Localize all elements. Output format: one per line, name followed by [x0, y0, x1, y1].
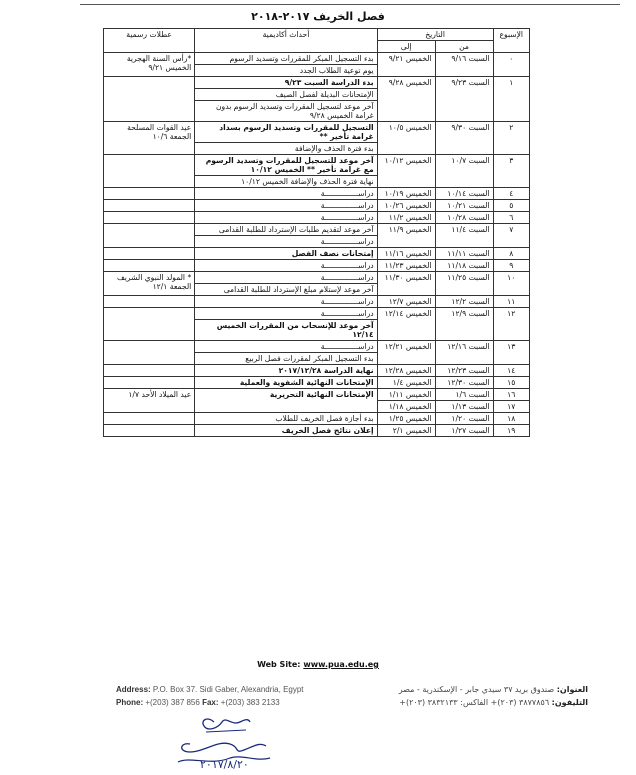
from-cell: السبت ١٠/١٤ — [435, 188, 493, 200]
to-cell: الخميس ١٢/١٤ — [377, 308, 435, 341]
week-cell: ٢ — [493, 122, 529, 155]
event-cell: بدء أجازة فصل الخريف للطلاب — [195, 413, 377, 425]
week-cell: ٥ — [493, 200, 529, 212]
event-cell: إمتحانات نصف الفصل — [195, 248, 377, 260]
table-row — [104, 188, 530, 200]
header-date: التاريخ — [377, 29, 493, 41]
address-english — [116, 683, 304, 709]
from-cell: السبت ١٠/٧ — [435, 155, 493, 188]
table-row — [104, 389, 530, 401]
to-cell: الخميس ٩/٢٨ — [377, 77, 435, 122]
holiday-cell — [104, 224, 195, 248]
table-row — [104, 248, 530, 260]
from-cell: السبت ١١/١١ — [435, 248, 493, 260]
table-row — [104, 308, 530, 320]
to-cell: الخميس ١/٤ — [377, 377, 435, 389]
from-cell: السبت ١/٦ — [435, 389, 493, 401]
event-cell: دراســـــــــــــــة — [195, 236, 377, 248]
phone-label: Phone: — [116, 698, 144, 707]
from-cell: السبت ١/١٣ — [435, 401, 493, 413]
phone-value: +(203) 387 856 — [145, 698, 200, 707]
to-cell: الخميس ١/١٨ — [377, 401, 435, 413]
table-row — [104, 413, 530, 425]
holiday-cell — [104, 377, 195, 389]
week-cell: ١٠ — [493, 272, 529, 296]
from-cell: السبت ١٢/١٦ — [435, 341, 493, 365]
website-line — [0, 660, 636, 669]
table-row — [104, 260, 530, 272]
week-cell: ٩ — [493, 260, 529, 272]
event-cell: نهاية الدراسة ٢٠١٧/١٢/٢٨ — [195, 365, 377, 377]
event-cell: دراســـــــــــــــة — [195, 308, 377, 320]
fax-label: Fax: — [202, 698, 219, 707]
week-cell: ١٥ — [493, 377, 529, 389]
header-holidays: عطلات رسمية — [104, 29, 195, 53]
week-cell: ٣ — [493, 155, 529, 188]
week-cell: ٧ — [493, 224, 529, 248]
event-cell: دراســـــــــــــــة — [195, 212, 377, 224]
website-label: Web Site: — [257, 660, 301, 669]
holiday-cell — [104, 341, 195, 365]
from-cell: السبت ١٢/٢٣ — [435, 365, 493, 377]
header-events: أحداث أكاديمية — [195, 29, 377, 53]
holiday-cell: عيد الميلاد الأحد ١/٧ — [104, 389, 195, 413]
table-row — [104, 155, 530, 176]
top-rule — [80, 4, 620, 5]
week-cell: ١٣ — [493, 341, 529, 365]
to-cell: الخميس ١/١١ — [377, 389, 435, 401]
to-cell: الخميس ٩/٢١ — [377, 53, 435, 77]
event-cell: آخر موعد لتقديم طلبات الإسترداد للطلبة القدامى — [195, 224, 377, 236]
from-cell: السبت ١٢/٢ — [435, 296, 493, 308]
table-row — [104, 200, 530, 212]
holiday-cell — [104, 365, 195, 377]
from-cell: السبت ١٠/٢٨ — [435, 212, 493, 224]
table-row — [104, 272, 530, 284]
to-cell: الخميس ١٠/١٢ — [377, 155, 435, 188]
event-cell: دراســـــــــــــــة — [195, 296, 377, 308]
week-cell: ٦ — [493, 212, 529, 224]
svg-text:٢٠١٧/٨/٢٠: ٢٠١٧/٨/٢٠ — [200, 758, 249, 770]
to-cell: الخميس ١٢/٧ — [377, 296, 435, 308]
week-cell: ١٤ — [493, 365, 529, 377]
header-to: إلى — [377, 41, 435, 53]
event-cell: دراســـــــــــــــة — [195, 341, 377, 353]
event-cell: دراســـــــــــــــة — [195, 260, 377, 272]
event-cell: دراســـــــــــــــة — [195, 188, 377, 200]
holiday-cell — [104, 188, 195, 200]
page-title: فصل الخريف ٢٠١٧-٢٠١٨ — [251, 10, 385, 23]
holiday-cell — [104, 155, 195, 188]
holiday-cell — [104, 413, 195, 425]
holiday-cell: * المولد النبوي الشريف الجمعة ١٢/١ — [104, 272, 195, 296]
from-cell: السبت ٩/٣٠ — [435, 122, 493, 155]
event-cell: الإمتحانات النهائية الشفوية والعملية — [195, 377, 377, 389]
holiday-cell — [104, 77, 195, 122]
fax-value: +(203) 383 2133 — [220, 698, 280, 707]
week-cell: ٤ — [493, 188, 529, 200]
academic-calendar-table — [103, 28, 530, 437]
from-cell: السبت ١٢/٣٠ — [435, 377, 493, 389]
to-cell: الخميس ١١/٣٠ — [377, 272, 435, 296]
event-cell: آخر موعد لتسجيل المقررات وتسديد الرسوم بدون غرامة الخميس ٩/٢٨ — [195, 101, 377, 122]
table-row — [104, 224, 530, 236]
to-cell: الخميس ١٢/٢٨ — [377, 365, 435, 377]
event-cell: دراســـــــــــــــة — [195, 272, 377, 284]
table-row — [104, 377, 530, 389]
event-cell: التسجيل للمقررات وتسديد الرسوم بسداد غرامة تأخير ** — [195, 122, 377, 143]
event-cell: الإمتحانات البديلة لفصل الصيف — [195, 89, 377, 101]
address-ar-label: العنوان: — [556, 685, 588, 694]
table-row — [104, 341, 530, 353]
from-cell: السبت ١١/٤ — [435, 224, 493, 248]
table-row — [104, 365, 530, 377]
to-cell: الخميس ١/٢٥ — [377, 413, 435, 425]
from-cell: السبت ١٠/٢١ — [435, 200, 493, 212]
holiday-cell — [104, 260, 195, 272]
table-row — [104, 77, 530, 89]
week-cell: ١٩ — [493, 425, 529, 437]
address-value: P.O. Box 37. Sidi Gaber, Alexandria, Egypt — [152, 685, 304, 694]
holiday-cell — [104, 308, 195, 341]
table-row — [104, 122, 530, 143]
holiday-cell: *رأس السنة الهجرية الخميس ٩/٢١ — [104, 53, 195, 77]
to-cell: الخميس ١١/٢ — [377, 212, 435, 224]
from-cell: السبت ١١/١٨ — [435, 260, 493, 272]
week-cell: ١٦ — [493, 389, 529, 401]
to-cell: الخميس ١٢/٢١ — [377, 341, 435, 365]
event-cell: يوم توعية الطلاب الجدد — [195, 65, 377, 77]
table-row — [104, 425, 530, 437]
from-cell: السبت ١٢/٩ — [435, 308, 493, 341]
event-cell: نهاية فترة الحذف والإضافة الخميس ١٠/١٢ — [195, 176, 377, 188]
week-cell: ١٨ — [493, 413, 529, 425]
holiday-cell — [104, 248, 195, 260]
from-cell: السبت ٩/٢٣ — [435, 77, 493, 122]
to-cell: الخميس ١١/٢٣ — [377, 260, 435, 272]
to-cell: الخميس ٢/١ — [377, 425, 435, 437]
event-cell: آخر موعد للتسجيل للمقررات وتسديد الرسوم مع غرامة تأخير ** الخميس ١٠/١٢ — [195, 155, 377, 176]
week-cell: ٠ — [493, 53, 529, 77]
to-cell: الخميس ١٠/٥ — [377, 122, 435, 155]
event-cell: بدء التسجيل المبكر لمقررات فصل الربيع — [195, 353, 377, 365]
to-cell: الخميس ١١/١٦ — [377, 248, 435, 260]
week-cell: ١١ — [493, 296, 529, 308]
week-cell: ١٧ — [493, 401, 529, 413]
phone-ar-value: ٣٨٧٧٨٥٦ (٢٠٣)+ الفاكس: ٣٨٣٢١٣٣ (٢٠٣)+ — [399, 698, 550, 707]
holiday-cell — [104, 296, 195, 308]
address-ar-value: صندوق بريد ٣٧ سيدي جابر - الإسكندرية - مصر — [398, 685, 555, 694]
from-cell: السبت ١/٢٠ — [435, 413, 493, 425]
holiday-cell — [104, 212, 195, 224]
table-row — [104, 212, 530, 224]
event-cell: بدء الدراسة السبت ٩/٢٣ — [195, 77, 377, 89]
week-cell: ٨ — [493, 248, 529, 260]
event-cell: بدء التسجيل المبكر للمقررات وتسديد الرسوم — [195, 53, 377, 65]
from-cell: السبت ١١/٢٥ — [435, 272, 493, 296]
week-cell: ١٢ — [493, 308, 529, 341]
week-cell: ١ — [493, 77, 529, 122]
event-cell: آخر موعد للإنسحاب من المقررات الخميس ١٢/١٤ — [195, 320, 377, 341]
address-arabic — [399, 683, 588, 709]
phone-ar-label: التليفون: — [551, 698, 588, 707]
event-cell: آخر موعد لإستلام مبلغ الإسترداد للطلبة القدامى — [195, 284, 377, 296]
event-cell: بدء فترة الحذف والإضافة — [195, 143, 377, 155]
event-cell: دراســـــــــــــــة — [195, 200, 377, 212]
website-link[interactable]: www.pua.edu.eg — [303, 660, 379, 669]
from-cell: السبت ١/٢٧ — [435, 425, 493, 437]
handwritten-signature — [170, 712, 290, 770]
event-cell: إعلان نتائج فصل الخريف — [195, 425, 377, 437]
to-cell: الخميس ١٠/١٩ — [377, 188, 435, 200]
to-cell: الخميس ١٠/٢٦ — [377, 200, 435, 212]
header-from: من — [435, 41, 493, 53]
event-cell: الإمتحانات النهائية التحريرية — [195, 389, 377, 413]
holiday-cell — [104, 425, 195, 437]
to-cell: الخميس ١١/٩ — [377, 224, 435, 248]
header-week: الإسبوع — [493, 29, 529, 53]
address-label: Address: — [116, 685, 151, 694]
holiday-cell — [104, 200, 195, 212]
table-row — [104, 53, 530, 65]
table-row — [104, 296, 530, 308]
holiday-cell: عيد القوات المسلحة الجمعة ١٠/٦ — [104, 122, 195, 155]
from-cell: السبت ٩/١٦ — [435, 53, 493, 77]
